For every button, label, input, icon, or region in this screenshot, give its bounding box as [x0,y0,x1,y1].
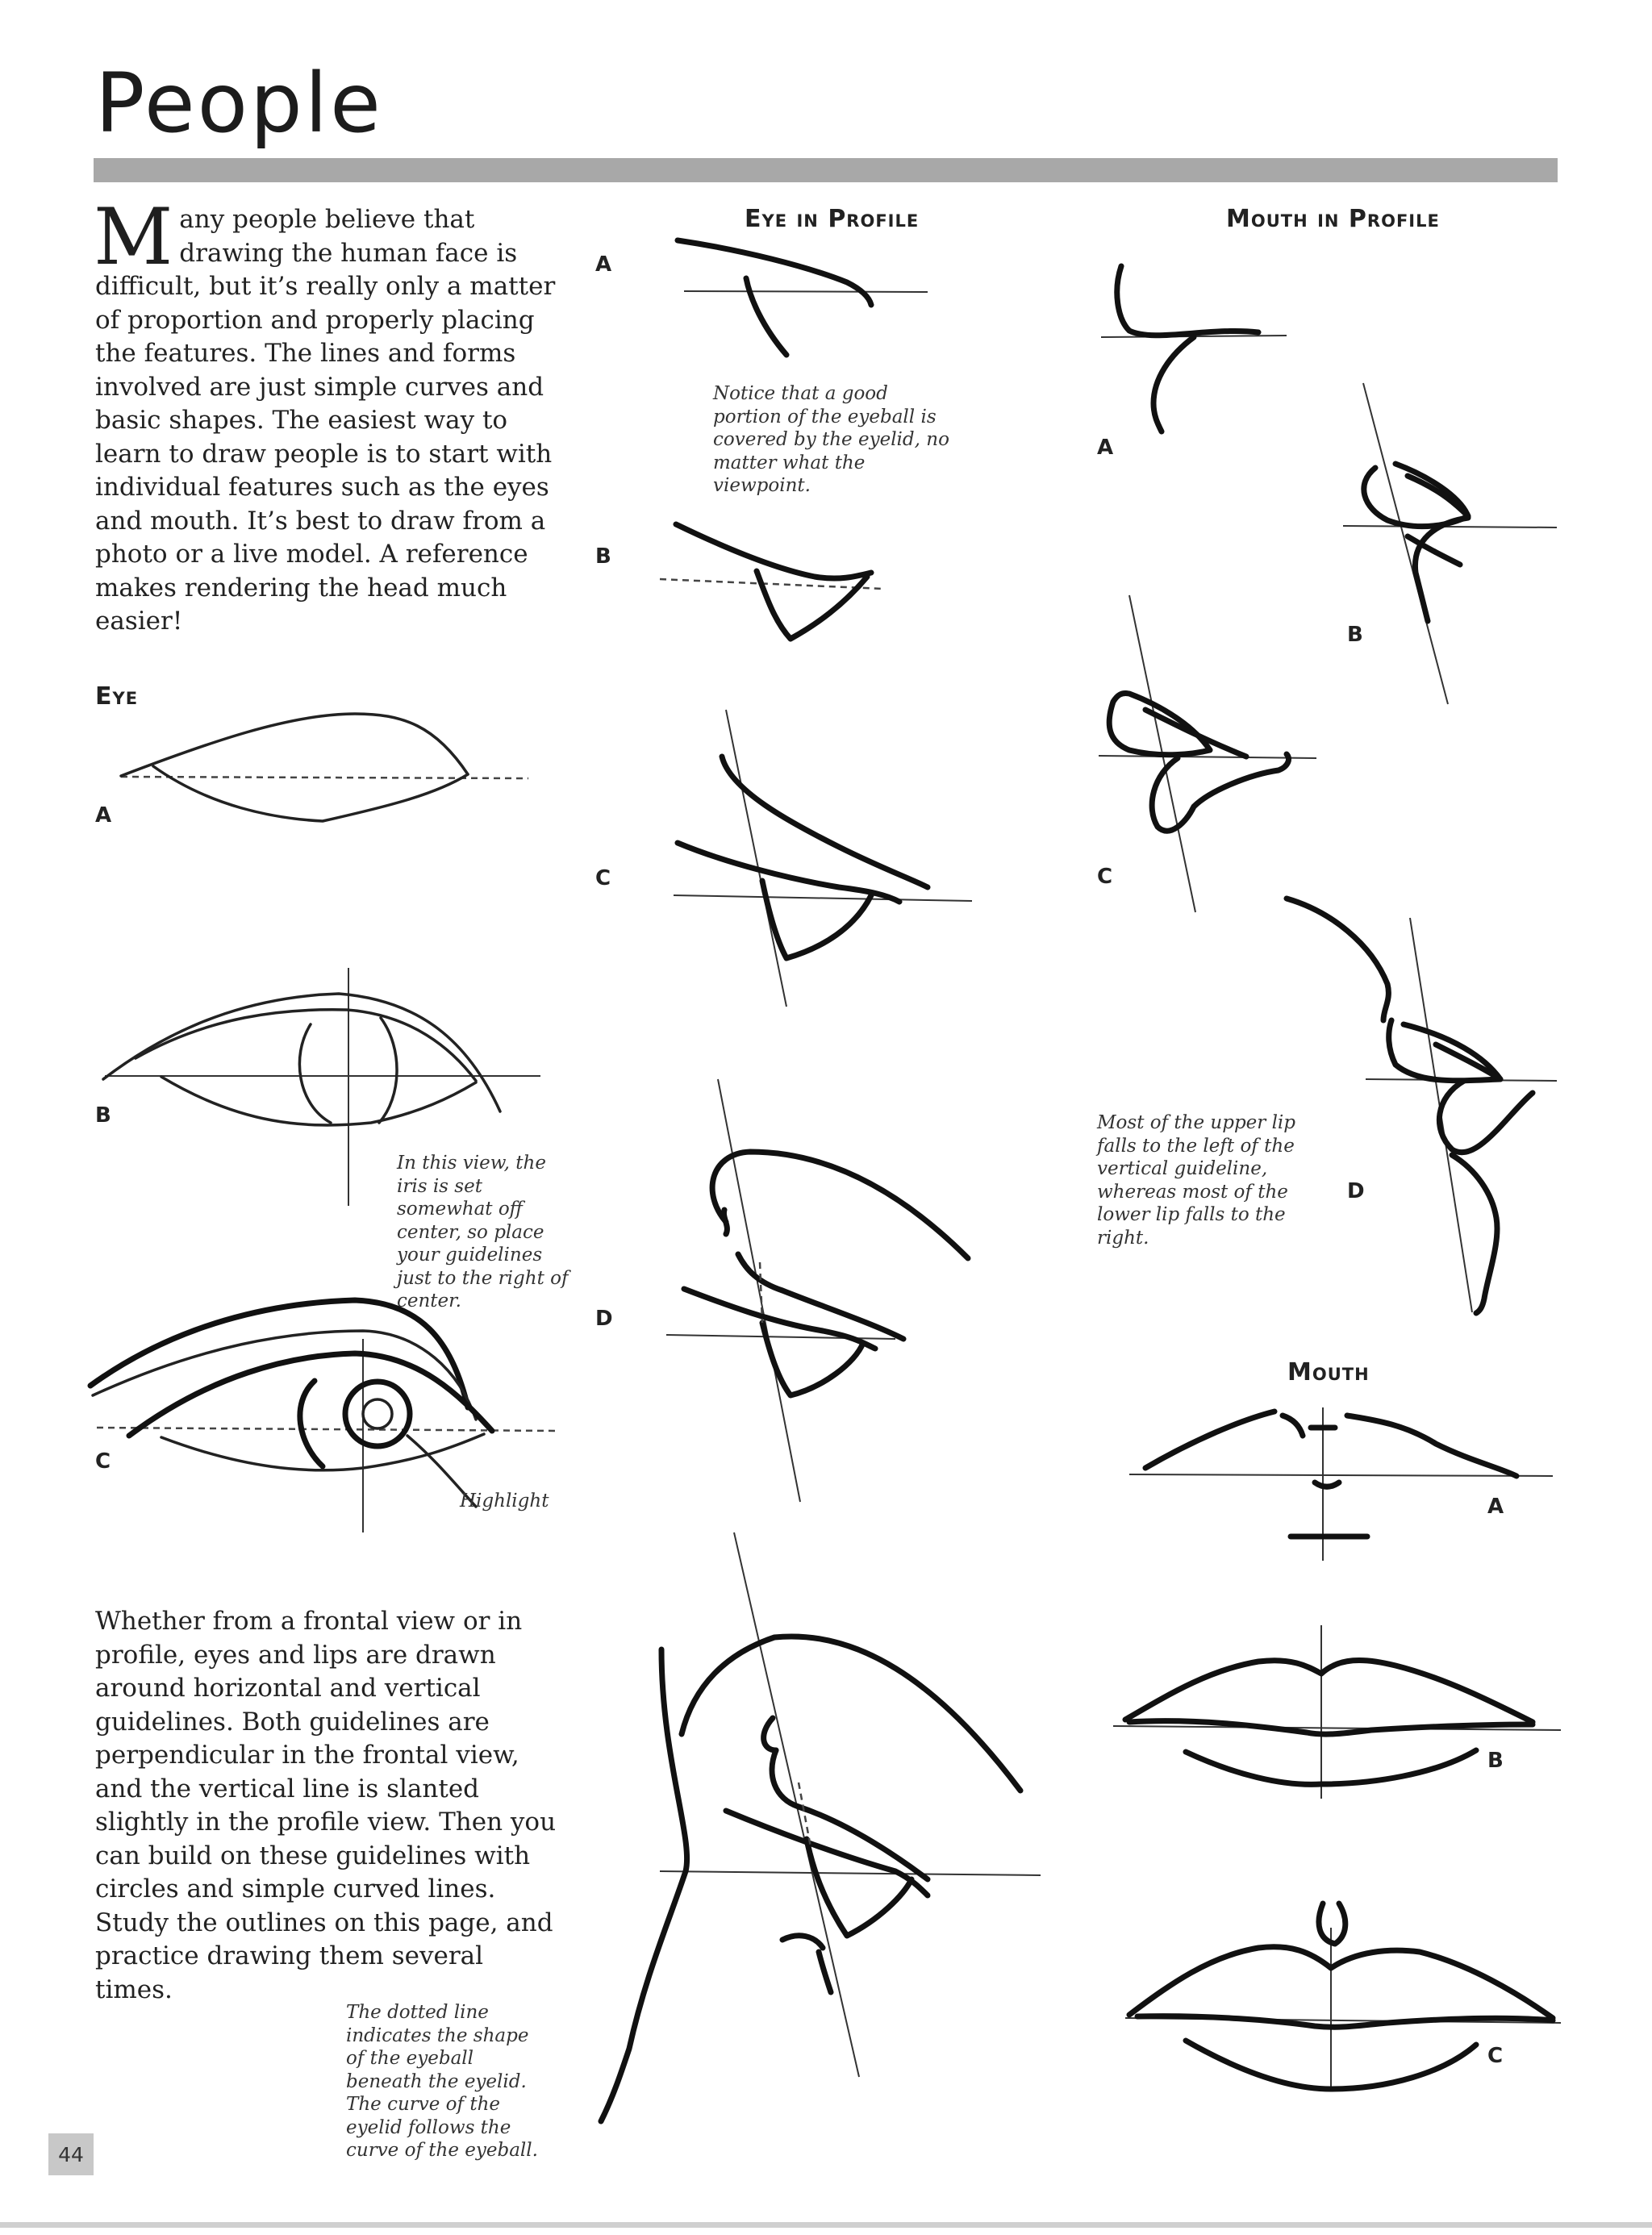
eye-profile-caption-a: Notice that a good portion of the eyeball is covered by the eyelid, no matter what the viewpoint. [713,383,949,496]
eye-profile-heading: Eye in Profile [745,205,920,233]
mouth-label-b: B [1487,1749,1504,1773]
mouth-profile-d-drawing [1287,899,1557,1313]
mouth-heading: Mouth [1287,1358,1370,1386]
eye-profile-large-drawing [601,1532,1041,2121]
footer-rule [0,2222,1652,2228]
eye-profile-label-a: A [595,252,612,277]
highlight-label: Highlight [460,1491,549,1512]
eye-b-caption: In this view, the iris is set somewhat off center, so place your guidelines just to the right of center. [397,1153,569,1311]
eye-label-a: A [95,803,112,828]
intro-text: any people believe that drawing the human face is difficult, but it’s really only a matter of proportion and properly placing the features. The lines and forms involved are just simple curves and basic shapes. The easiest way to learn to draw people is to start with individual features such as the eyes and mouth. It’s best to draw from a photo or a live model. A reference makes rendering the head much easier! [95,205,556,636]
mouth-profile-label-d: D [1347,1179,1365,1203]
page-title: People [95,56,383,152]
eye-profile-caption-d: The dotted line indicates the shape of the eyeball beneath the eyelid. The curve of the eyelid follows the curve of the eyeball. [346,2002,538,2161]
eye-label-c: C [95,1449,111,1474]
drop-cap: M [94,192,173,282]
eye-label-b: B [95,1103,111,1128]
mouth-label-c: C [1487,2044,1504,2068]
eye-profile-c-drawing [674,710,972,1007]
mouth-a-drawing [1129,1407,1553,1561]
mouth-profile-label-a: A [1097,436,1114,460]
mouth-profile-heading: Mouth in Profile [1226,205,1440,233]
mouth-label-a: A [1487,1495,1504,1519]
eye-profile-b-drawing [660,524,883,639]
eye-profile-label-b: B [595,544,611,569]
eye-a-drawing [121,714,528,821]
mouth-profile-c-drawing [1099,595,1316,912]
mouth-profile-label-c: C [1097,865,1113,889]
eye-heading: Eye [95,682,139,711]
outro-paragraph: Whether from a frontal view or in profile, eyes and lips are drawn around horizontal and vertical guidelines. Both guidelines are perpendicular in the frontal view, and the vertical line is slanted slightly in the profile view. Then you can build on these guidelines with circles and simple curved lines. Study the outlines on this page, and practice drawing them several times. [95,1607,557,2004]
eye-profile-a-drawing [678,240,928,355]
mouth-profile-label-b: B [1347,623,1363,647]
eye-profile-label-c: C [595,866,611,890]
mouth-profile-caption-d: Most of the upper lip falls to the left of the vertical guideline, whereas most of the lower lip falls to the right. [1097,1112,1296,1249]
eye-profile-d-drawing [666,1079,968,1502]
eye-profile-label-d: D [595,1307,613,1331]
page-number: 44 [48,2133,94,2175]
mouth-profile-b-drawing [1343,383,1557,704]
mouth-profile-a-drawing [1101,266,1287,432]
